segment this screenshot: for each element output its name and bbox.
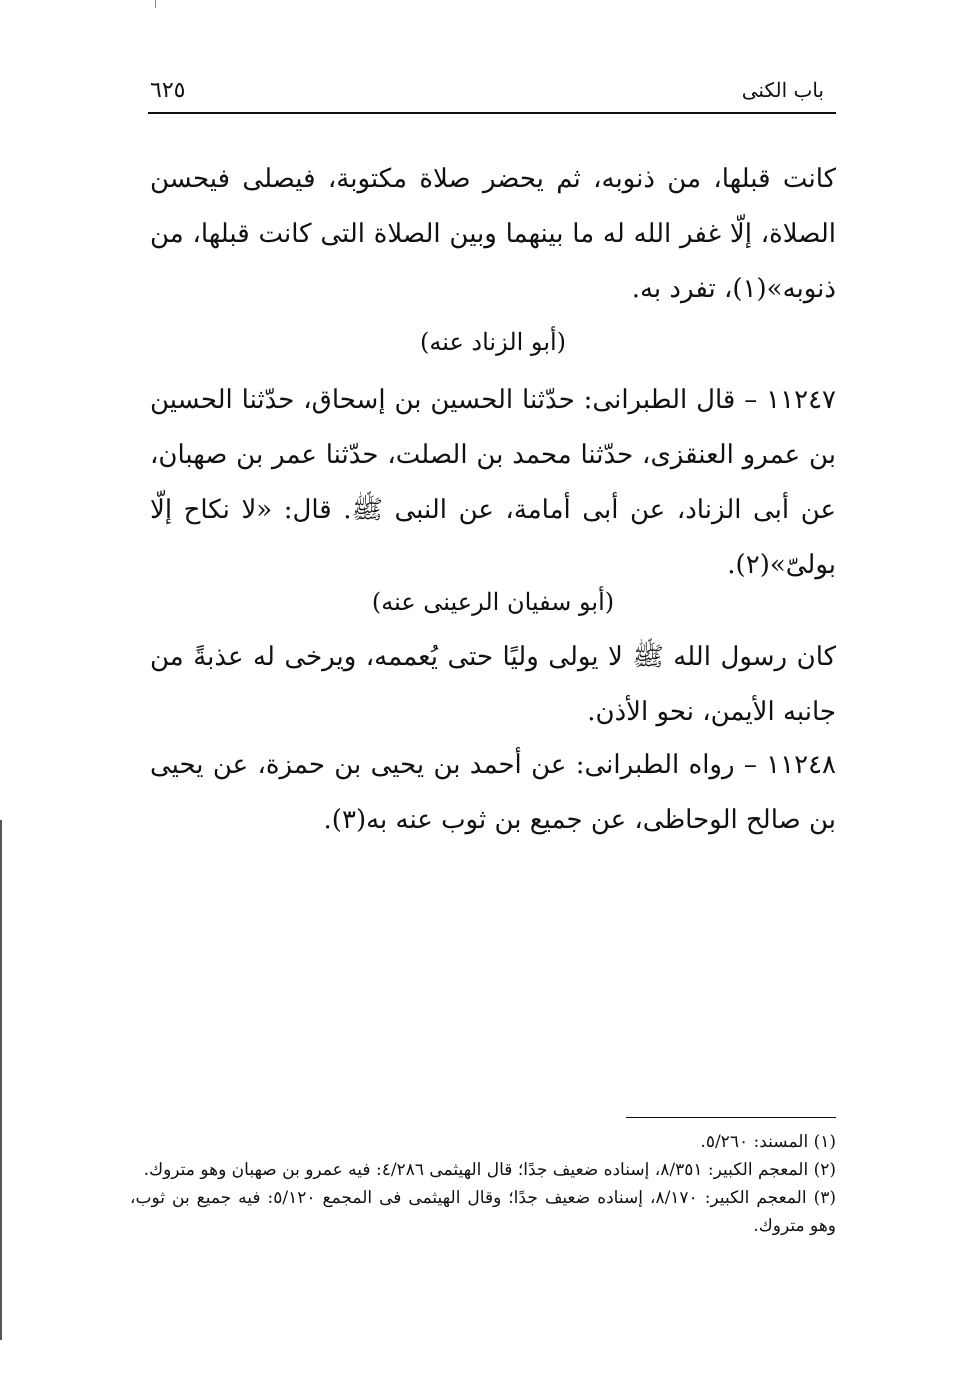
section-heading: (أبو الزناد عنه) (419, 328, 567, 356)
body-text-block-4 (150, 738, 836, 848)
scan-mark (155, 0, 156, 8)
scan-edge-line (0, 820, 2, 1340)
paragraph-turban: كان رسول الله ﷺ لا يولى وليًا حتى يُعممه، ويرخى له عذبةً من جانبه الأيمن، نحو الأذن. (150, 642, 836, 727)
page-number: ٦٢٥ (150, 78, 186, 103)
footnote-separator (626, 1117, 836, 1118)
hadith-11247: ١١٢٤٧ – قال الطبرانى: حدّثنا الحسين بن إسحاق، حدّثنا الحسين بن عمرو العنقزى، حدّثنا محمد بن الصلت، حدّثنا عمر بن صهبان، عن أبى الزناد، عن أبى أمامة، عن النبى ﷺ. قال: «لا نكاح إلّا بولىّ»(٢). (150, 385, 836, 580)
body-text-block-2 (150, 373, 836, 593)
body-text-block-1 (150, 152, 836, 317)
running-header-title: باب الكنى (741, 78, 824, 102)
footnote-3: (٣) المعجم الكبير: ٨/١٧٠، إسناده ضعيف جدًا؛ وقال الهيثمى فى المجمع ٥/١٢٠: فيه جميع بن ثوب، وهو متروك. (130, 1188, 836, 1236)
footnote-1: (١) المسند: ٥/٢٦٠. (700, 1132, 836, 1152)
footnote-2: (٢) المعجم الكبير: ٨/٣٥١، إسناده ضعيف جدًا؛ قال الهيثمى ٤/٢٨٦: فيه عمرو بن صهبان وهو متروك. (143, 1160, 836, 1180)
hadith-11248: ١١٢٤٨ – رواه الطبرانى: عن أحمد بن يحيى بن حمزة، عن يحيى بن صالح الوحاظى، عن جميع بن ثوب عنه به(٣). (150, 750, 836, 835)
header-rule (148, 112, 836, 114)
section-abu-al-zinad (150, 328, 836, 356)
body-text-block-3 (150, 630, 836, 740)
section-heading: (أبو سفيان الرعينى عنه) (371, 588, 615, 616)
paragraph-continuation: كانت قبلها، من ذنوبه، ثم يحضر صلاة مكتوبة، فيصلى فيحسن الصلاة، إلّا غفر الله له ما بينهما وبين الصلاة التى كانت قبلها، من ذنوبه»(١)، تفرد به. (150, 164, 836, 304)
footnotes (130, 1128, 836, 1240)
section-abu-sufyan (150, 588, 836, 616)
